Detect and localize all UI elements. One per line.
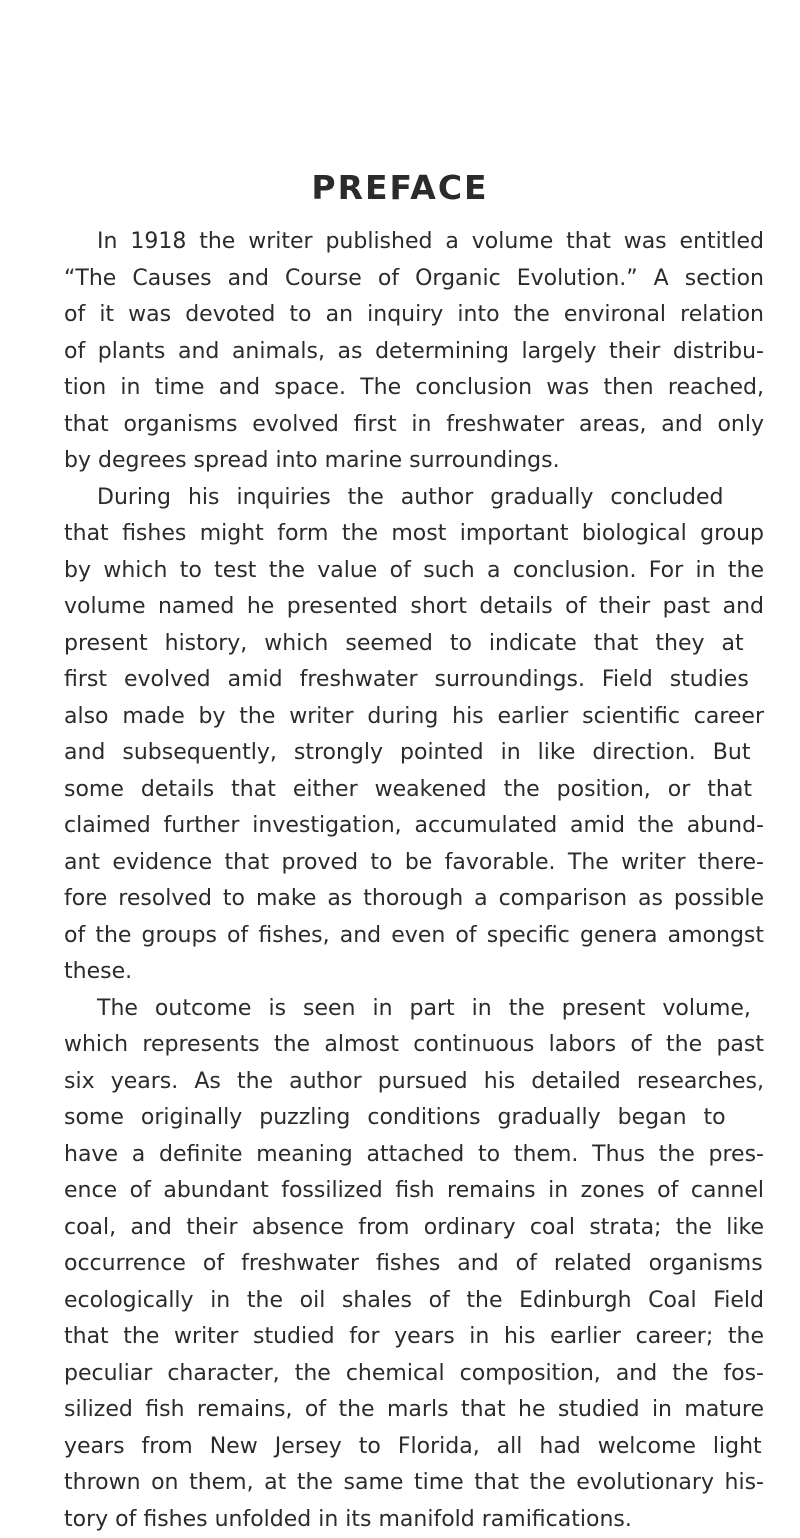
text-line: also made by the writer during his earlier scientific career — [64, 699, 764, 736]
text-line: ence of abundant fossilized fish remains in zones of cannel — [64, 1173, 764, 1210]
text-line: by which to test the value of such a conclusion. For in the — [64, 553, 764, 590]
text-line: some originally puzzling conditions gradually began to — [64, 1100, 764, 1137]
text-line: volume named he presented short details of their past and — [64, 589, 764, 626]
text-line: peculiar character, the chemical composition, and the fos- — [64, 1356, 764, 1393]
text-line: six years. As the author pursued his detailed researches, — [64, 1064, 764, 1101]
text-line: that the writer studied for years in his earlier career; the — [64, 1319, 764, 1356]
text-line: ant evidence that proved to be favorable. The writer there- — [64, 845, 764, 882]
text-line: coal, and their absence from ordinary coal strata; the like — [64, 1210, 764, 1247]
text-line: tory of fishes unfolded in its manifold ramifications. — [64, 1502, 764, 1538]
text-line: “The Causes and Course of Organic Evolution.” A section — [64, 261, 764, 298]
text-line: which represents the almost continuous labors of the past — [64, 1027, 764, 1064]
text-line: In 1918 the writer published a volume that was entitled — [64, 224, 764, 261]
text-line: ecologically in the oil shales of the Edinburgh Coal Field — [64, 1283, 764, 1320]
text-line: of plants and animals, as determining largely their distribu- — [64, 334, 764, 371]
text-line: During his inquiries the author gradually concluded — [64, 480, 764, 517]
text-line: by degrees spread into marine surroundings. — [64, 443, 764, 480]
text-line: some details that either weakened the position, or that — [64, 772, 764, 809]
text-line: silized fish remains, of the marls that he studied in mature — [64, 1392, 764, 1429]
text-line: The outcome is seen in part in the present volume, — [64, 991, 764, 1028]
text-line: these. — [64, 954, 764, 991]
text-line: and subsequently, strongly pointed in like direction. But — [64, 735, 764, 772]
text-line: occurrence of freshwater fishes and of related organisms — [64, 1246, 764, 1283]
text-line: have a definite meaning attached to them. Thus the pres- — [64, 1137, 764, 1174]
text-line: of it was devoted to an inquiry into the environal relation — [64, 297, 764, 334]
text-line: that organisms evolved first in freshwater areas, and only — [64, 407, 764, 444]
text-line: first evolved amid freshwater surroundings. Field studies — [64, 662, 764, 699]
paragraph-3 — [64, 991, 764, 1538]
text-line: that fishes might form the most important biological group — [64, 516, 764, 553]
text-line: fore resolved to make as thorough a comparison as possible — [64, 881, 764, 918]
text-line: present history, which seemed to indicate that they at — [64, 626, 764, 663]
text-line: tion in time and space. The conclusion was then reached, — [64, 370, 764, 407]
paragraph-2 — [64, 480, 764, 991]
text-line: thrown on them, at the same time that the evolutionary his- — [64, 1465, 764, 1502]
paragraph-1 — [64, 224, 764, 480]
text-line: claimed further investigation, accumulated amid the abund- — [64, 808, 764, 845]
page-title: PREFACE — [0, 168, 800, 207]
text-line: years from New Jersey to Florida, all had welcome light — [64, 1429, 764, 1466]
text-line: of the groups of fishes, and even of specific genera amongst — [64, 918, 764, 955]
